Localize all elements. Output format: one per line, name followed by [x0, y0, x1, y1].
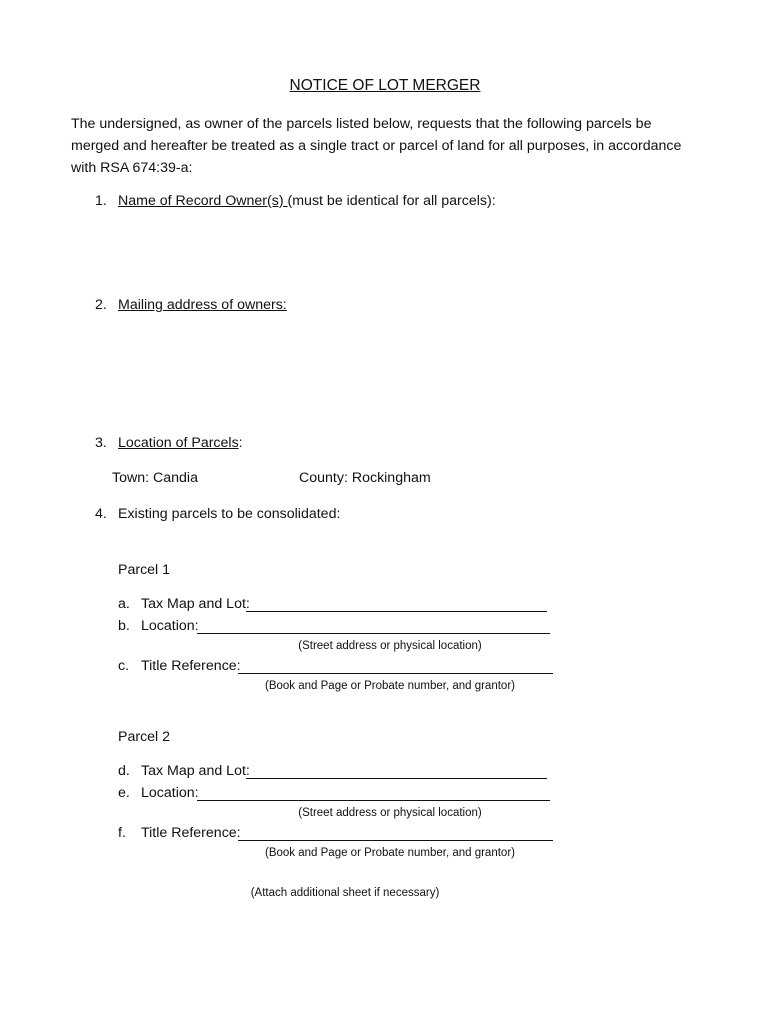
field-letter: e. [118, 785, 130, 801]
field-letter: f. [118, 825, 126, 841]
item-label: Existing parcels to be consolidated: [118, 506, 341, 522]
item-number: 1. [95, 193, 107, 209]
field-label: Title Reference: [141, 825, 241, 841]
field-label: Tax Map and Lot: [141, 763, 250, 779]
field-letter: b. [118, 618, 130, 634]
field-label: Tax Map and Lot: [141, 596, 250, 612]
parcel-2-location-field [118, 785, 199, 801]
field-letter: a. [118, 596, 130, 612]
field-letter: c. [118, 658, 130, 674]
parcel-2-location-input[interactable] [197, 785, 550, 801]
item-number: 2. [95, 297, 107, 313]
parcel-2-location-caption: (Street address or physical location) [298, 807, 482, 819]
item-existing-parcels [0, 506, 770, 526]
parcel-1-tax-map-field [118, 596, 250, 612]
parcel-2-title-field [118, 825, 241, 841]
document-title: NOTICE OF LOT MERGER [289, 77, 481, 94]
item-record-owner [0, 193, 770, 213]
item-label: Location of Parcels [118, 435, 239, 451]
parcel-2-title-caption: (Book and Page or Probate number, and grantor) [265, 847, 515, 859]
parcel-1-location-caption: (Street address or physical location) [298, 640, 482, 652]
intro-paragraph: The undersigned, as owner of the parcels listed below, requests that the following parcels be merged and hereafter be treated as a single tract or parcel of land for all purposes, in accordance with RSA 674:39-a: [71, 116, 682, 176]
field-letter: d. [118, 763, 130, 779]
county-value: County: Rockingham [299, 470, 431, 486]
item-suffix: (must be identical for all parcels): [287, 193, 496, 209]
item-number: 3. [95, 435, 107, 451]
parcel-1-title-caption: (Book and Page or Probate number, and grantor) [265, 680, 515, 692]
field-label: Location: [141, 618, 199, 634]
item-location-of-parcels [0, 435, 770, 455]
item-mailing-address [0, 297, 770, 317]
item-label: Name of Record Owner(s) [118, 193, 288, 209]
town-value: Town: Candia [112, 470, 198, 486]
parcel-1-tax-map-input[interactable] [246, 596, 547, 612]
item-suffix: : [238, 435, 243, 451]
parcel-2-title-input[interactable] [238, 825, 553, 841]
item-label: Mailing address of owners: [118, 297, 287, 313]
field-label: Location: [141, 785, 199, 801]
parcel-1-heading: Parcel 1 [118, 562, 171, 578]
parcel-2-tax-map-field [118, 763, 250, 779]
parcel-1-location-field [118, 618, 199, 634]
parcel-2-heading: Parcel 2 [118, 729, 171, 745]
parcel-1-title-field [118, 658, 241, 674]
parcel-1-title-input[interactable] [238, 658, 553, 674]
item-number: 4. [95, 506, 107, 522]
footer-note: (Attach additional sheet if necessary) [250, 887, 440, 899]
field-label: Title Reference: [141, 658, 241, 674]
parcel-1-location-input[interactable] [197, 618, 550, 634]
parcel-2-tax-map-input[interactable] [246, 763, 547, 779]
